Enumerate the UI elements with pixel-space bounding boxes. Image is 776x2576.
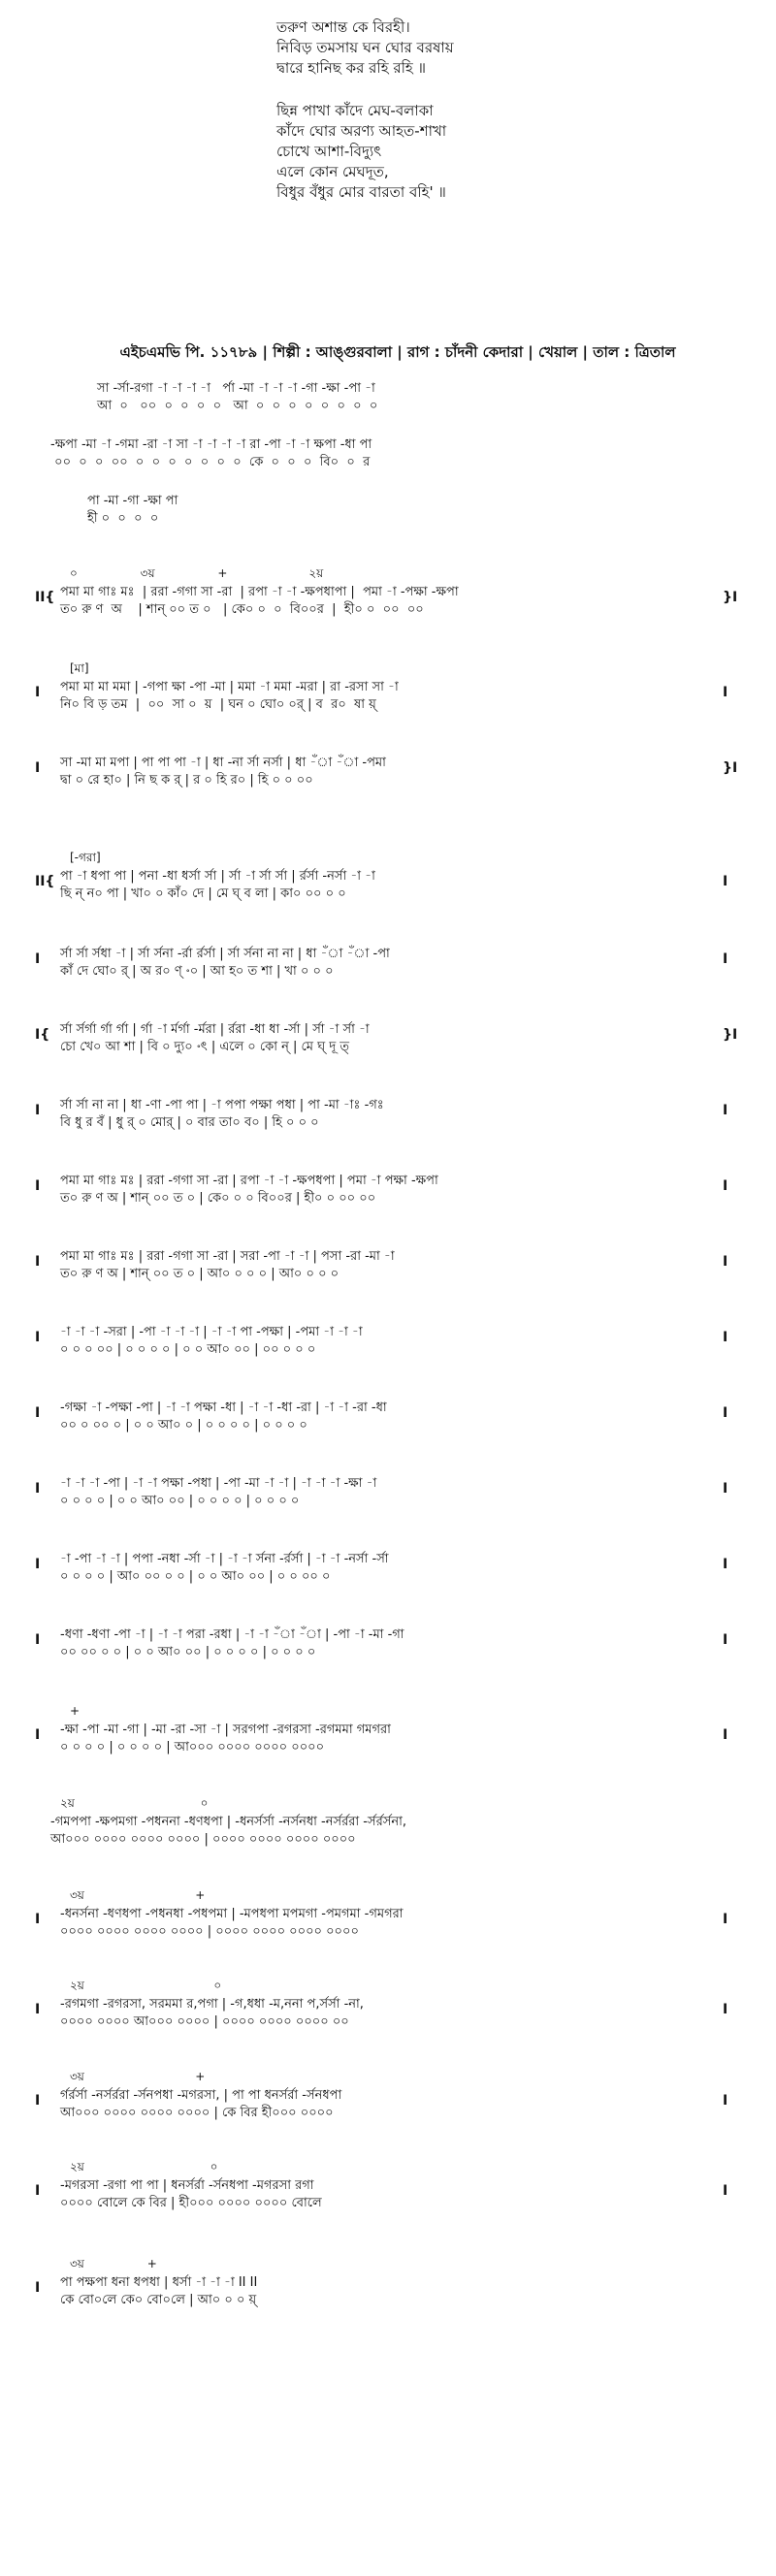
- line-start-bar: I: [35, 1632, 41, 1648]
- line-start-bar: II{: [35, 590, 55, 605]
- notation-lyric-row: চো খে০ আ শা | বি ০ দ্যু০ ৽ৎ | এলে ০ কো ন্ | মে ঘ্ দূ ত্: [60, 1040, 350, 1054]
- poem-line: এলে কোন মেঘদূত,: [276, 163, 389, 180]
- beat-marker-row: [-গরা]: [70, 851, 101, 864]
- line-start-bar: I: [35, 951, 41, 967]
- notation-lyric-row: নি০ বি ড় তম | ০০ সা ০ য় | ঘন ০ ঘো০ ০র্ | ব র০ ষা য়্: [60, 697, 376, 712]
- beat-marker-row: ৩য় +: [70, 2070, 206, 2083]
- line-end-bar: I: [723, 1254, 728, 1270]
- notation-lyric-row: ০০ ০ ০০ ০ | ০ ০ আ০ ০ | ০ ০ ০ ০ | ০ ০ ০ ০: [60, 1418, 307, 1433]
- notation-lyric-row: ০০ ০ ০ ০০ ০ ০ ০ ০ ০ ০ ০ কে ০ ০ ০ বি০ ০ র: [50, 455, 371, 469]
- notation-swar-row: পমা মা গাঃ মঃ | ররা -গগা সা -রা | রপা -া -া -ক্ষপধাপা | পমা -া -পক্ষা -ক্ষপা: [60, 585, 459, 599]
- beat-marker-row: ২য় ০: [70, 1979, 222, 1992]
- record-heading: এইচএমভি পি. ১১৭৮৯ | শিল্পী : আঙ্গুরবালা | রাগ : চাঁদনী কেদারা | খেয়াল | তাল : ত্রিতাল: [119, 343, 676, 361]
- notation-lyric-row: দ্বা ০ রে হা০ | নি ছ ক র্ | র ০ হি র০ | হি ০ ০ ০০: [60, 773, 313, 788]
- notation-swar-row: -মগরসা -রগা পা পা | ধনর্সর্রা -র্সনধপা -মগরসা রগা: [60, 2178, 314, 2193]
- notation-swar-row: সা -মা মা মপা | পা পা পা -া | ধা -না র্সা নর্সা | ধা -ঁা -ঁা -পমা: [60, 756, 386, 770]
- notation-swar-row: পা পক্ষপা ধনা ধপধা | ধর্সা -া -া -া II II: [60, 2275, 258, 2290]
- line-start-bar: II{: [35, 874, 55, 889]
- line-start-bar: I: [35, 1557, 41, 1572]
- line-end-bar: I: [723, 1481, 728, 1497]
- notation-swar-row: র্সা র্সা র্সধা -া | র্সা র্সনা -র্রা র্রর্সা | র্সা র্সনা না না | ধা -ঁা -ঁা -পা: [60, 947, 390, 961]
- line-start-bar: I: [35, 1178, 41, 1194]
- line-start-bar: I: [35, 1405, 41, 1421]
- notation-lyric-row: বি ধু র বঁ | ধু র্ ০ মোর্ | ০ বার তা০ ব০ | হি ০ ০ ০: [60, 1115, 319, 1130]
- poem-line: দ্বারে হানিছ কর রহি রহি ॥: [276, 59, 427, 77]
- notation-lyric-row: ০ ০ ০ ০ | আ০ ০০ ০ ০ | ০ ০ আ০ ০০ | ০ ০ ০০ ০: [60, 1569, 331, 1584]
- notation-swar-row: -গমপপা -ক্ষপমগা -পধননা -ধণধপা | -ধনর্সর্সা -নর্সনধা -নর্সর্ররা -র্সর্রর্সনা,: [50, 1815, 406, 1829]
- line-end-bar: I: [723, 1330, 728, 1345]
- notation-lyric-row: কাঁ দে ঘো০ র্ | অ র০ ণ্ ৽০ | আ হ০ ত শা | খা ০ ০ ০: [60, 964, 334, 979]
- beat-marker-row: ২য় ০: [60, 1796, 209, 1810]
- notation-lyric-row: ০০০০ ০০০০ ০০০০ ০০০০ | ০০০০ ০০০০ ০০০০ ০০০০: [60, 1924, 359, 1939]
- notation-lyric-row: ০০ ০০ ০ ০ | ০ ০ আ০ ০০ | ০ ০ ০ ০ | ০ ০ ০ ০: [60, 1645, 316, 1659]
- line-end-bar: I: [723, 1727, 728, 1743]
- notation-swar-row: -ধনর্সনা -ধণধপা -পধনধা -পধপমা | -মপধপা মপমগা -পমগমা -গমগরা: [60, 1907, 404, 1921]
- notation-lyric-row: ০ ০ ০ ০০ | ০ ০ ০ ০ | ০ ০ আ০ ০০ | ০০ ০ ০ ০: [60, 1342, 316, 1357]
- line-end-bar: I: [723, 685, 728, 700]
- beat-marker-row: +: [70, 1704, 81, 1718]
- line-start-bar: I: [35, 2183, 41, 2199]
- notation-swar-row: -া -া -া -পা | -া -া পক্ষা -পধা | -পা -মা -া -া | -া -া -া -ক্ষা -া: [60, 1476, 377, 1491]
- notation-swar-row: -া -া -া -সরা | -পা -া -া -া | -া -া পা -পক্ষা | -পমা -া -া -া: [60, 1325, 363, 1339]
- notation-lyric-row: ০ ০ ০ ০ | ০ ০ আ০ ০০ | ০ ০ ০ ০ | ০ ০ ০ ০: [60, 1494, 300, 1508]
- poem-line: বিধুর বঁধুর মোর বারতা বহি' ॥: [276, 183, 446, 201]
- line-start-bar: I: [35, 2280, 41, 2296]
- line-start-bar: I: [35, 2002, 41, 2017]
- notation-swar-row: -গক্ষা -া -পক্ষা -পা | -া -া পক্ষা -ধা | -া -া -ধা -রা | -া -া -রা -ধা: [60, 1401, 387, 1415]
- notation-swar-row: -ক্ষপা -মা -া -গমা -রা -া সা -া -া -া -া রা -পা -া -া ক্ষপা -ধা পা: [50, 437, 372, 452]
- notation-swar-row: পমা মা গাঃ মঃ | ররা -গগা সা -রা | রপা -া -া -ক্ষপধপা | পমা -া পক্ষা -ক্ষপা: [60, 1174, 438, 1188]
- line-end-bar: I: [723, 2183, 728, 2199]
- notation-swar-row: -ক্ষা -পা -মা -গা | -মা -রা -সা -া | সরগপা -রগরসা -রগমমা গমগরা: [60, 1723, 391, 1737]
- line-start-bar: I: [35, 1727, 41, 1743]
- line-end-bar: I: [723, 1405, 728, 1421]
- notation-lyric-row: ০ ০ ০ ০ | ০ ০ ০ ০ | আ০০০ ০০০০ ০০০০ ০০০০: [60, 1740, 325, 1755]
- notation-lyric-row: কে বো০লে কে০ বো০লে | আ০ ০ ০ য়্: [60, 2293, 257, 2307]
- notation-lyric-row: ০০০০ বোলে কে বির | হী০০০ ০০০০ ০০০০ বোলে: [60, 2196, 322, 2210]
- notation-swar-row: পমা মা গাঃ মঃ | ররা -গগা সা -রা | সরা -পা -া -া | পসা -রা -মা -া: [60, 1249, 395, 1264]
- line-start-bar: I: [35, 1330, 41, 1345]
- notation-lyric-row: ০০০০ ০০০০ আ০০০ ০০০০ | ০০০০ ০০০০ ০০০০ ০০: [60, 2014, 349, 2029]
- beat-marker-row: ২য় ০: [70, 2160, 218, 2174]
- line-start-bar: I: [35, 1481, 41, 1497]
- line-start-bar: I: [35, 1103, 41, 1118]
- poem-stanza-1: [276, 17, 454, 79]
- beat-marker-row: [মা]: [70, 661, 89, 675]
- line-start-bar: I: [35, 2093, 41, 2109]
- line-end-bar: }I: [723, 760, 738, 776]
- beat-marker-row: ০ ৩য় + ২য়: [70, 566, 324, 580]
- poem-stanza-2: [276, 101, 446, 203]
- notation-swar-row: র্সা র্সা না না | ধা -ণা -পা পা | -া পপা পক্ষা পধা | পা -মা -াঃ -গঃ: [60, 1098, 384, 1112]
- line-end-bar: I: [723, 1912, 728, 1927]
- notation-swar-row: -রগমগা -রগরসা, সরমমা র,পগা | -গ,ধধা -ম,ননা প,র্সর্সা -না,: [60, 1997, 364, 2012]
- line-end-bar: I: [723, 1557, 728, 1572]
- line-end-bar: I: [723, 2093, 728, 2109]
- poem-line: কাঁদে ঘোর অরণ্য আহত-শাখা: [276, 122, 447, 140]
- line-start-bar: I: [35, 760, 41, 776]
- line-end-bar: I: [723, 2002, 728, 2017]
- notation-swar-row: সা -র্সা-রগা -া -া -া -া র্পা -মা -া -া -া -গা -ক্ষা -পা -া: [97, 381, 375, 396]
- notation-swar-row: র্গর্রর্সা -নর্সর্ররা -র্সনপধা -মগরসা, | পা পা ধনর্সর্রা -র্সনধপা: [60, 2088, 342, 2103]
- notation-swar-row: -ধণা -ধণা -পা -া | -া -া পরা -রধা | -া -া -ঁা -ঁা | -পা -া -মা -গা: [60, 1627, 404, 1642]
- line-end-bar: I: [723, 1178, 728, 1194]
- notation-swar-row: পমা মা মা মমা | -গপা ক্ষা -পা -মা | মমা -া মমা -মরা | রা -রসা সা -া: [60, 680, 399, 694]
- notation-lyric-row: ত০ রু ণ অ | শান্ ০০ ত ০ | কে০ ০ ০ বি০০র | হী০ ০ ০০ ০০: [60, 602, 424, 617]
- poem-line: নিবিড় তমসায় ঘন ঘোর বরষায়: [276, 39, 454, 56]
- notation-swar-row: র্সা র্সর্গা র্গা র্গা | র্গা -া র্মর্গা -র্মরা | র্ররা -ধা ধা -র্সা | র্সা -া র্সা -া: [60, 1022, 370, 1037]
- notation-lyric-row: আ০০০ ০০০০ ০০০০ ০০০০ | কে বির হী০০০ ০০০০: [60, 2106, 334, 2120]
- notation-lyric-row: আ০০০ ০০০০ ০০০০ ০০০০ | ০০০০ ০০০০ ০০০০ ০০০০: [50, 1832, 356, 1847]
- line-end-bar: I: [723, 951, 728, 967]
- notation-lyric-row: আ ০ ০০ ০ ০ ০ ০ আ ০ ০ ০ ০ ০ ০ ০ ০: [97, 399, 378, 413]
- line-start-bar: I: [35, 1912, 41, 1927]
- poem-line: ছিন্ন পাখা কাঁদে মেঘ-বলাকা: [276, 102, 434, 119]
- notation-swar-row: পা -া ধপা পা | পনা -ধা ধর্সা র্সা | র্সা -া র্সা র্সা | র্রর্সা -নর্সা -া -া: [60, 869, 375, 884]
- notation-lyric-row: ত০ রু ণ অ | শান্ ০০ ত ০ | কে০ ০ ০ বি০০র | হী০ ০ ০০ ০০: [60, 1191, 376, 1206]
- beat-marker-row: ৩য় +: [70, 1888, 206, 1902]
- line-end-bar: I: [723, 1632, 728, 1648]
- notation-swar-row: পা -মা -গা -ক্ষা পা: [87, 494, 178, 508]
- line-end-bar: I: [723, 874, 728, 889]
- line-start-bar: I{: [35, 1027, 50, 1043]
- notation-lyric-row: ছি ন্ ন০ পা | খা০ ০ কাঁ০ দে | মে ঘ্ ব লা | কা০ ০০ ০ ০: [60, 886, 346, 901]
- line-end-bar: }I: [723, 1027, 738, 1043]
- line-start-bar: I: [35, 1254, 41, 1270]
- line-end-bar: }I: [723, 590, 738, 605]
- notation-lyric-row: ত০ রু ণ অ | শান্ ০০ ত ০ | আ০ ০ ০ ০ | আ০ ০ ০ ০: [60, 1267, 340, 1281]
- poem-line: তরুণ অশান্ত কে বিরহী।: [276, 18, 410, 36]
- notation-swar-row: -া -পা -া -া | পপা -নধা -র্সা -া | -া -া র্সনা -র্রর্সা | -া -া -নর্সা -র্সা: [60, 1552, 389, 1566]
- line-start-bar: I: [35, 685, 41, 700]
- line-end-bar: I: [723, 1103, 728, 1118]
- notation-lyric-row: হী ০ ০ ০ ০: [87, 511, 159, 526]
- beat-marker-row: ৩য় +: [70, 2257, 157, 2270]
- poem-line: চোখে আশা-বিদ্যুৎ: [276, 143, 382, 160]
